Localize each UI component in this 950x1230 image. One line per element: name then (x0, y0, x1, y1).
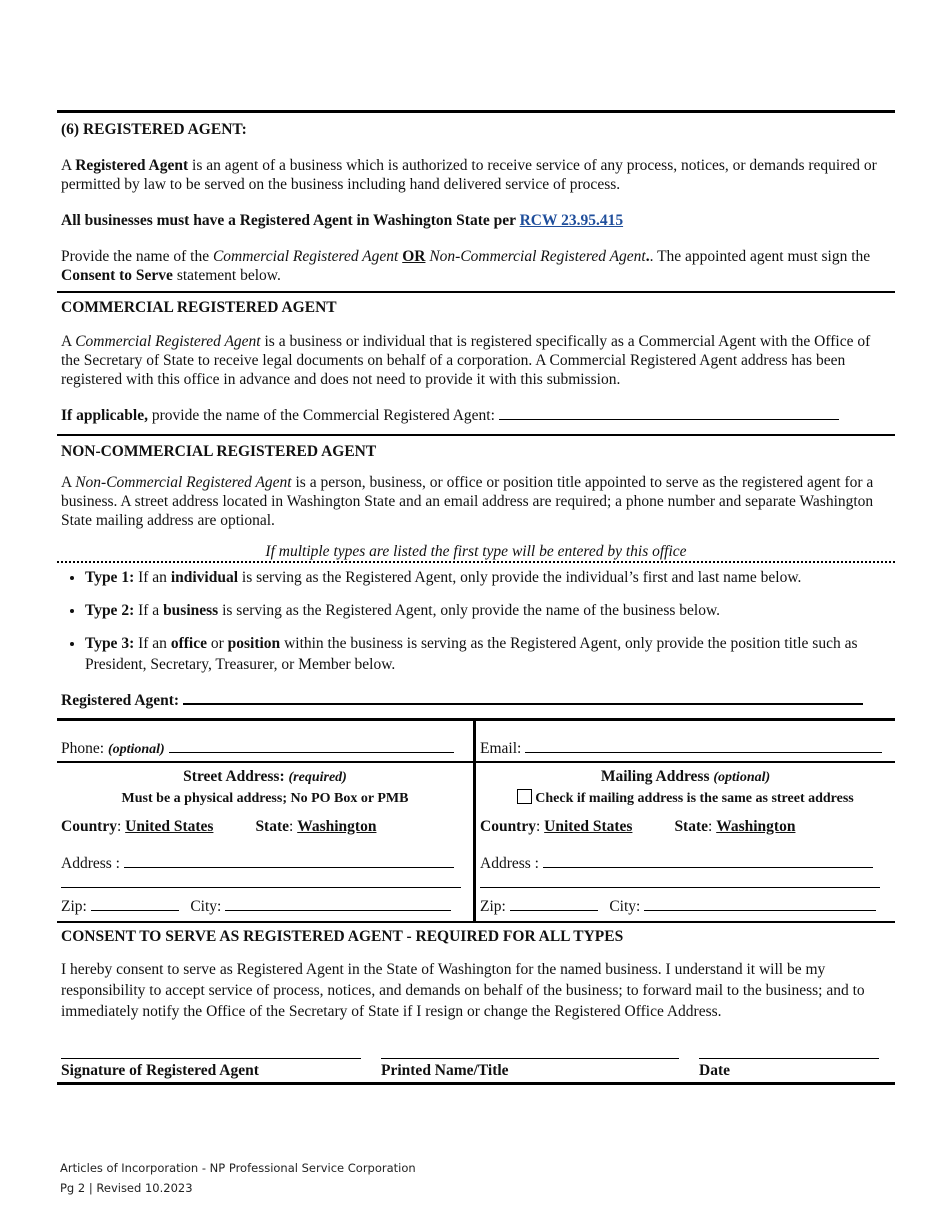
street-address-note: Must be a physical address; No PO Box or PMB (121, 791, 409, 806)
type-3-item: • Type 3: If an office or position within the business is serving as the Registered Agent, only provide the position title such as President, Secretary, Treasurer, or Member below. (85, 633, 895, 675)
section-commercial-agent (57, 293, 895, 425)
dotted-divider (57, 561, 895, 563)
signature-row (57, 1040, 895, 1080)
signature-label: Signature of Registered Agent (61, 1062, 259, 1079)
mailing-zip-field[interactable] (510, 896, 598, 911)
commercial-heading: COMMERCIAL REGISTERED AGENT (61, 299, 337, 316)
mailing-zip-city-row: Zip: City: (476, 888, 895, 923)
provide-instructions: Provide the name of the Commercial Registered Agent OR Non-Commercial Registered Agent.. The appointed agent must sign the Consent to Serve statement below. (61, 248, 871, 284)
date-field[interactable] (699, 1040, 879, 1059)
commercial-definition: A Commercial Registered Agent is a business or individual that is registered specifically as a Commercial Agent with the Office of the Secretary of State to receive legal documents on behalf of a corporation. A Commercial Registered Agent address has been registered with this office in advance and does not need to provide it with this submission. (61, 333, 871, 388)
mailing-city-field[interactable] (644, 896, 876, 911)
agent-types-list (57, 567, 895, 675)
bottom-rule (57, 1082, 895, 1085)
phone-row: Phone: (optional) (57, 721, 473, 763)
mailing-address-field[interactable] (543, 853, 873, 868)
footer-page-revision: Pg 2 | Revised 10.2023 (60, 1181, 193, 1195)
footer-title: Articles of Incorporation - NP Professional Service Corporation (60, 1161, 416, 1175)
signature-cell (61, 1040, 361, 1080)
registered-agent-field[interactable] (183, 689, 863, 705)
consent-heading: CONSENT TO SERVE AS REGISTERED AGENT - REQUIRED FOR ALL TYPES (61, 928, 624, 945)
noncommercial-definition: A Non-Commercial Registered Agent is a person, business, or office or position title appointed to serve as the registered agent for a business. A street address located in Washington State and an email address are required; a phone number and separate Washington State mailing address are optional. (61, 474, 874, 529)
street-address-title: Street Address: (required) (183, 768, 347, 785)
left-column (57, 721, 476, 923)
form-page (57, 110, 895, 1085)
street-address-row: Address : (61, 853, 469, 873)
mailing-country-state: Country: United States State: Washington (480, 818, 796, 835)
printed-name-cell (381, 1040, 679, 1080)
street-city-field[interactable] (225, 896, 451, 911)
page-footer (60, 1158, 416, 1198)
street-zip-field[interactable] (91, 896, 179, 911)
commercial-agent-row: If applicable, provide the name of the Commercial Registered Agent: (61, 405, 891, 425)
must-have-statement: All businesses must have a Registered Agent in Washington State per RCW 23.95.415 (61, 212, 624, 229)
section-consent (57, 923, 895, 1022)
rcw-link[interactable]: RCW 23.95.415 (519, 212, 624, 229)
email-field[interactable] (525, 738, 882, 753)
commercial-agent-field[interactable] (499, 405, 839, 420)
mailing-address-row: Address : (480, 853, 891, 873)
registered-agent-definition: A Registered Agent is an agent of a business which is authorized to receive service of any process, notices, or demands required or permitted by law to be served on the business including hand delivered service of process. (61, 157, 877, 193)
consent-text: I hereby consent to serve as Registered Agent in the State of Washington for the named business. I understand it will be my responsibility to accept service of process, notices, and demands on behalf of the business; to forward mail to the business; and to immediately notify the Office of the Secretary of State if I resign or change the Registered Office Address. (61, 961, 865, 1020)
multiple-types-note: If multiple types are listed the first type will be entered by this office (265, 543, 687, 560)
mailing-address-title: Mailing Address (optional) (600, 768, 771, 785)
signature-field[interactable] (61, 1040, 361, 1059)
email-row: Email: (476, 721, 895, 763)
phone-field[interactable] (169, 738, 454, 753)
registered-agent-row (57, 689, 895, 710)
registered-agent-label: Registered Agent: (61, 692, 180, 709)
printed-name-field[interactable] (381, 1040, 679, 1059)
section-heading: (6) REGISTERED AGENT: (61, 121, 247, 138)
noncommercial-heading: NON-COMMERCIAL REGISTERED AGENT (61, 443, 377, 460)
date-label: Date (699, 1062, 730, 1079)
right-column (476, 721, 895, 923)
type-1-item: • Type 1: If an individual is serving as the Registered Agent, only provide the individual’s first and last name below. (85, 567, 895, 588)
section-registered-agent (57, 113, 895, 285)
printed-name-label: Printed Name/Title (381, 1062, 509, 1079)
address-grid (57, 718, 895, 923)
street-country-state: Country: United States State: Washington (61, 818, 377, 835)
type-2-item: • Type 2: If a business is serving as the Registered Agent, only provide the name of the business below. (85, 600, 895, 621)
street-zip-city-row: Zip: City: (57, 888, 473, 923)
section-noncommercial-agent (57, 436, 895, 561)
date-cell (699, 1040, 879, 1080)
mailing-same-row: Check if mailing address is the same as street address (480, 789, 891, 808)
street-address-field[interactable] (124, 853, 454, 868)
same-address-checkbox[interactable] (517, 789, 532, 804)
